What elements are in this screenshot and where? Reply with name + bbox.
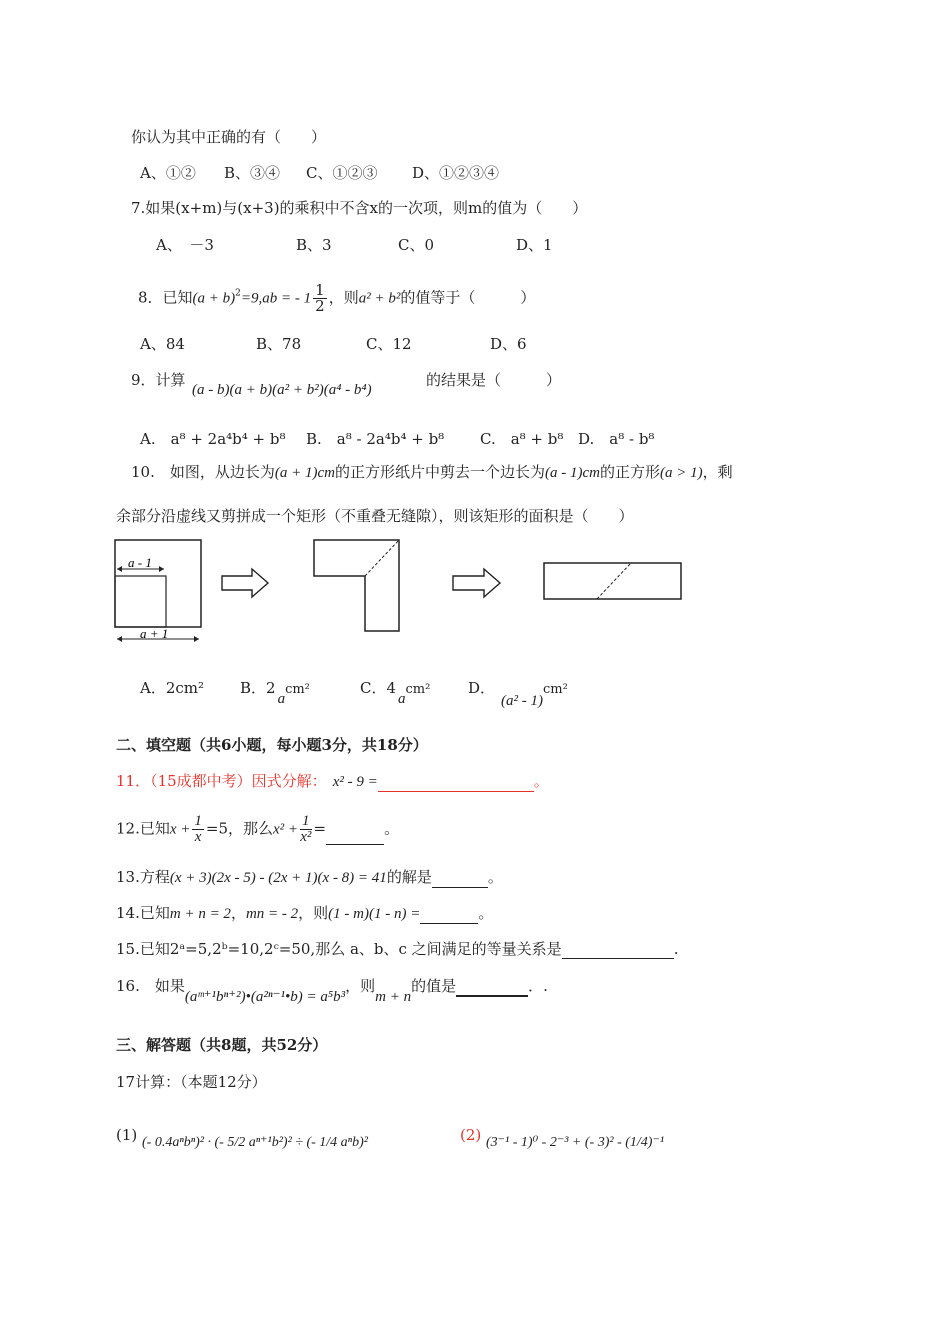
section3-title: 三、解答题（共8题，共52分）: [116, 1036, 328, 1054]
q8-stem: 8．已知$(a + b)^2=9,ab$ = - 1 $\frac{1}{2}$ ，则a² + b²的值等于（ ）: [138, 281, 536, 315]
q16-answer-blank: [456, 979, 528, 997]
q8-option-d: D、6: [490, 335, 527, 353]
q13-answer-blank: [432, 871, 488, 888]
q7-option-b: B、3: [296, 236, 332, 254]
q7-option-a: A、 －3: [156, 236, 214, 254]
q6-option-d: D、①②③④: [412, 164, 500, 182]
q9-option-a: A. a⁸ + 2a⁴b⁴ + b⁸: [140, 430, 286, 448]
fig-label-bottom: a + 1: [140, 626, 169, 641]
q10-figure: [108, 534, 698, 654]
q9-expression: (a - b)(a + b)(a² + b²)(a⁴ - b⁴): [192, 382, 372, 398]
q10-line2: 余部分沿虚线又剪拼成一个矩形（不重叠无缝隙），则该矩形的面积是（ ）: [116, 507, 634, 525]
q7-stem: 7.如果(x+m)与(x+3)的乘积中不含x的一次项，则m的值为（ ）: [131, 199, 588, 217]
q12-answer-blank: [326, 828, 384, 845]
fig-label-top: a - 1: [128, 555, 152, 570]
q10-line1: 10. 如图，从边长为(a + 1)cm的正方形纸片中剪去一个边长为(a - 1)cm的正方形(a > 1)，剩: [131, 463, 733, 481]
q6-option-c: C、①②③: [306, 164, 378, 182]
q17-part2-expr: (3⁻¹ - 1)⁰ - 2⁻³ + (- 3)² - (1/4)⁻¹: [486, 1135, 665, 1150]
q6-option-a: A、①②: [140, 164, 196, 182]
q13: 13.方程(x + 3)(2x - 5) - (2x + 1)(x - 8) = 41的解是 。: [116, 868, 503, 886]
q11-answer-blank: [378, 775, 534, 792]
q8-option-b: B、78: [256, 335, 302, 353]
section2-title: 二、填空题（共6小题，每小题3分，共18分）: [116, 736, 428, 754]
q10-option-c: C．4acm²: [360, 679, 431, 707]
q9-tail: 的结果是（ ）: [426, 371, 562, 389]
q8-option-c: C、12: [366, 335, 412, 353]
q9-option-c: C. a⁸ + b⁸: [480, 430, 564, 448]
q10-option-a: A．2cm²: [140, 679, 205, 697]
q8-option-a: A、84: [140, 335, 185, 353]
q16: 16. 如果(aᵐ⁺¹bⁿ⁺²)•(a²ⁿ⁻¹•b) = a⁵b³，则m + n的值是 ．.: [116, 977, 548, 1005]
q6-option-b: B、③④: [224, 164, 281, 182]
q15-answer-blank: [562, 942, 674, 959]
q17-part1-expr: (- 0.4aⁿbⁿ)² · (- 5/2 aⁿ⁺¹b²)² ÷ (- 1/4 aⁿb)²: [142, 1135, 368, 1150]
q17-part2-label: (2): [460, 1126, 482, 1144]
q14: 14.已知m + n = 2，mn = - 2，则(1 - m)(1 - n) = 。: [116, 904, 494, 922]
q10-option-b: B．2acm²: [240, 679, 310, 707]
q17-title: 17计算：（本题12分）: [116, 1073, 267, 1091]
q12: 12.已知x + $\frac{1}{x}$ =5，那么x² + $\frac{1}{\text{x²}}$ = 。: [116, 813, 400, 845]
q9-option-b: B. a⁸ - 2a⁴b⁴ + b⁸: [306, 430, 445, 448]
q6-stem: 你认为其中正确的有（ ）: [131, 128, 327, 146]
q9-option-d: D. a⁸ - b⁸: [578, 430, 655, 448]
q17-part1-label: (1): [116, 1126, 138, 1144]
q11: 11．（15成都中考）因式分解： x² - 9 = 。: [116, 772, 549, 790]
q7-option-c: C、0: [398, 236, 435, 254]
q14-answer-blank: [420, 907, 478, 924]
q10-option-d: D．(a² - 1)cm²: [468, 679, 568, 709]
q9-label: 9．计算: [131, 371, 186, 389]
q15: 15.已知2ᵃ=5,2ᵇ=10,2ᶜ=50,那么 a、b、c 之间满足的等量关系是 .: [116, 940, 679, 958]
q7-option-d: D、1: [516, 236, 553, 254]
